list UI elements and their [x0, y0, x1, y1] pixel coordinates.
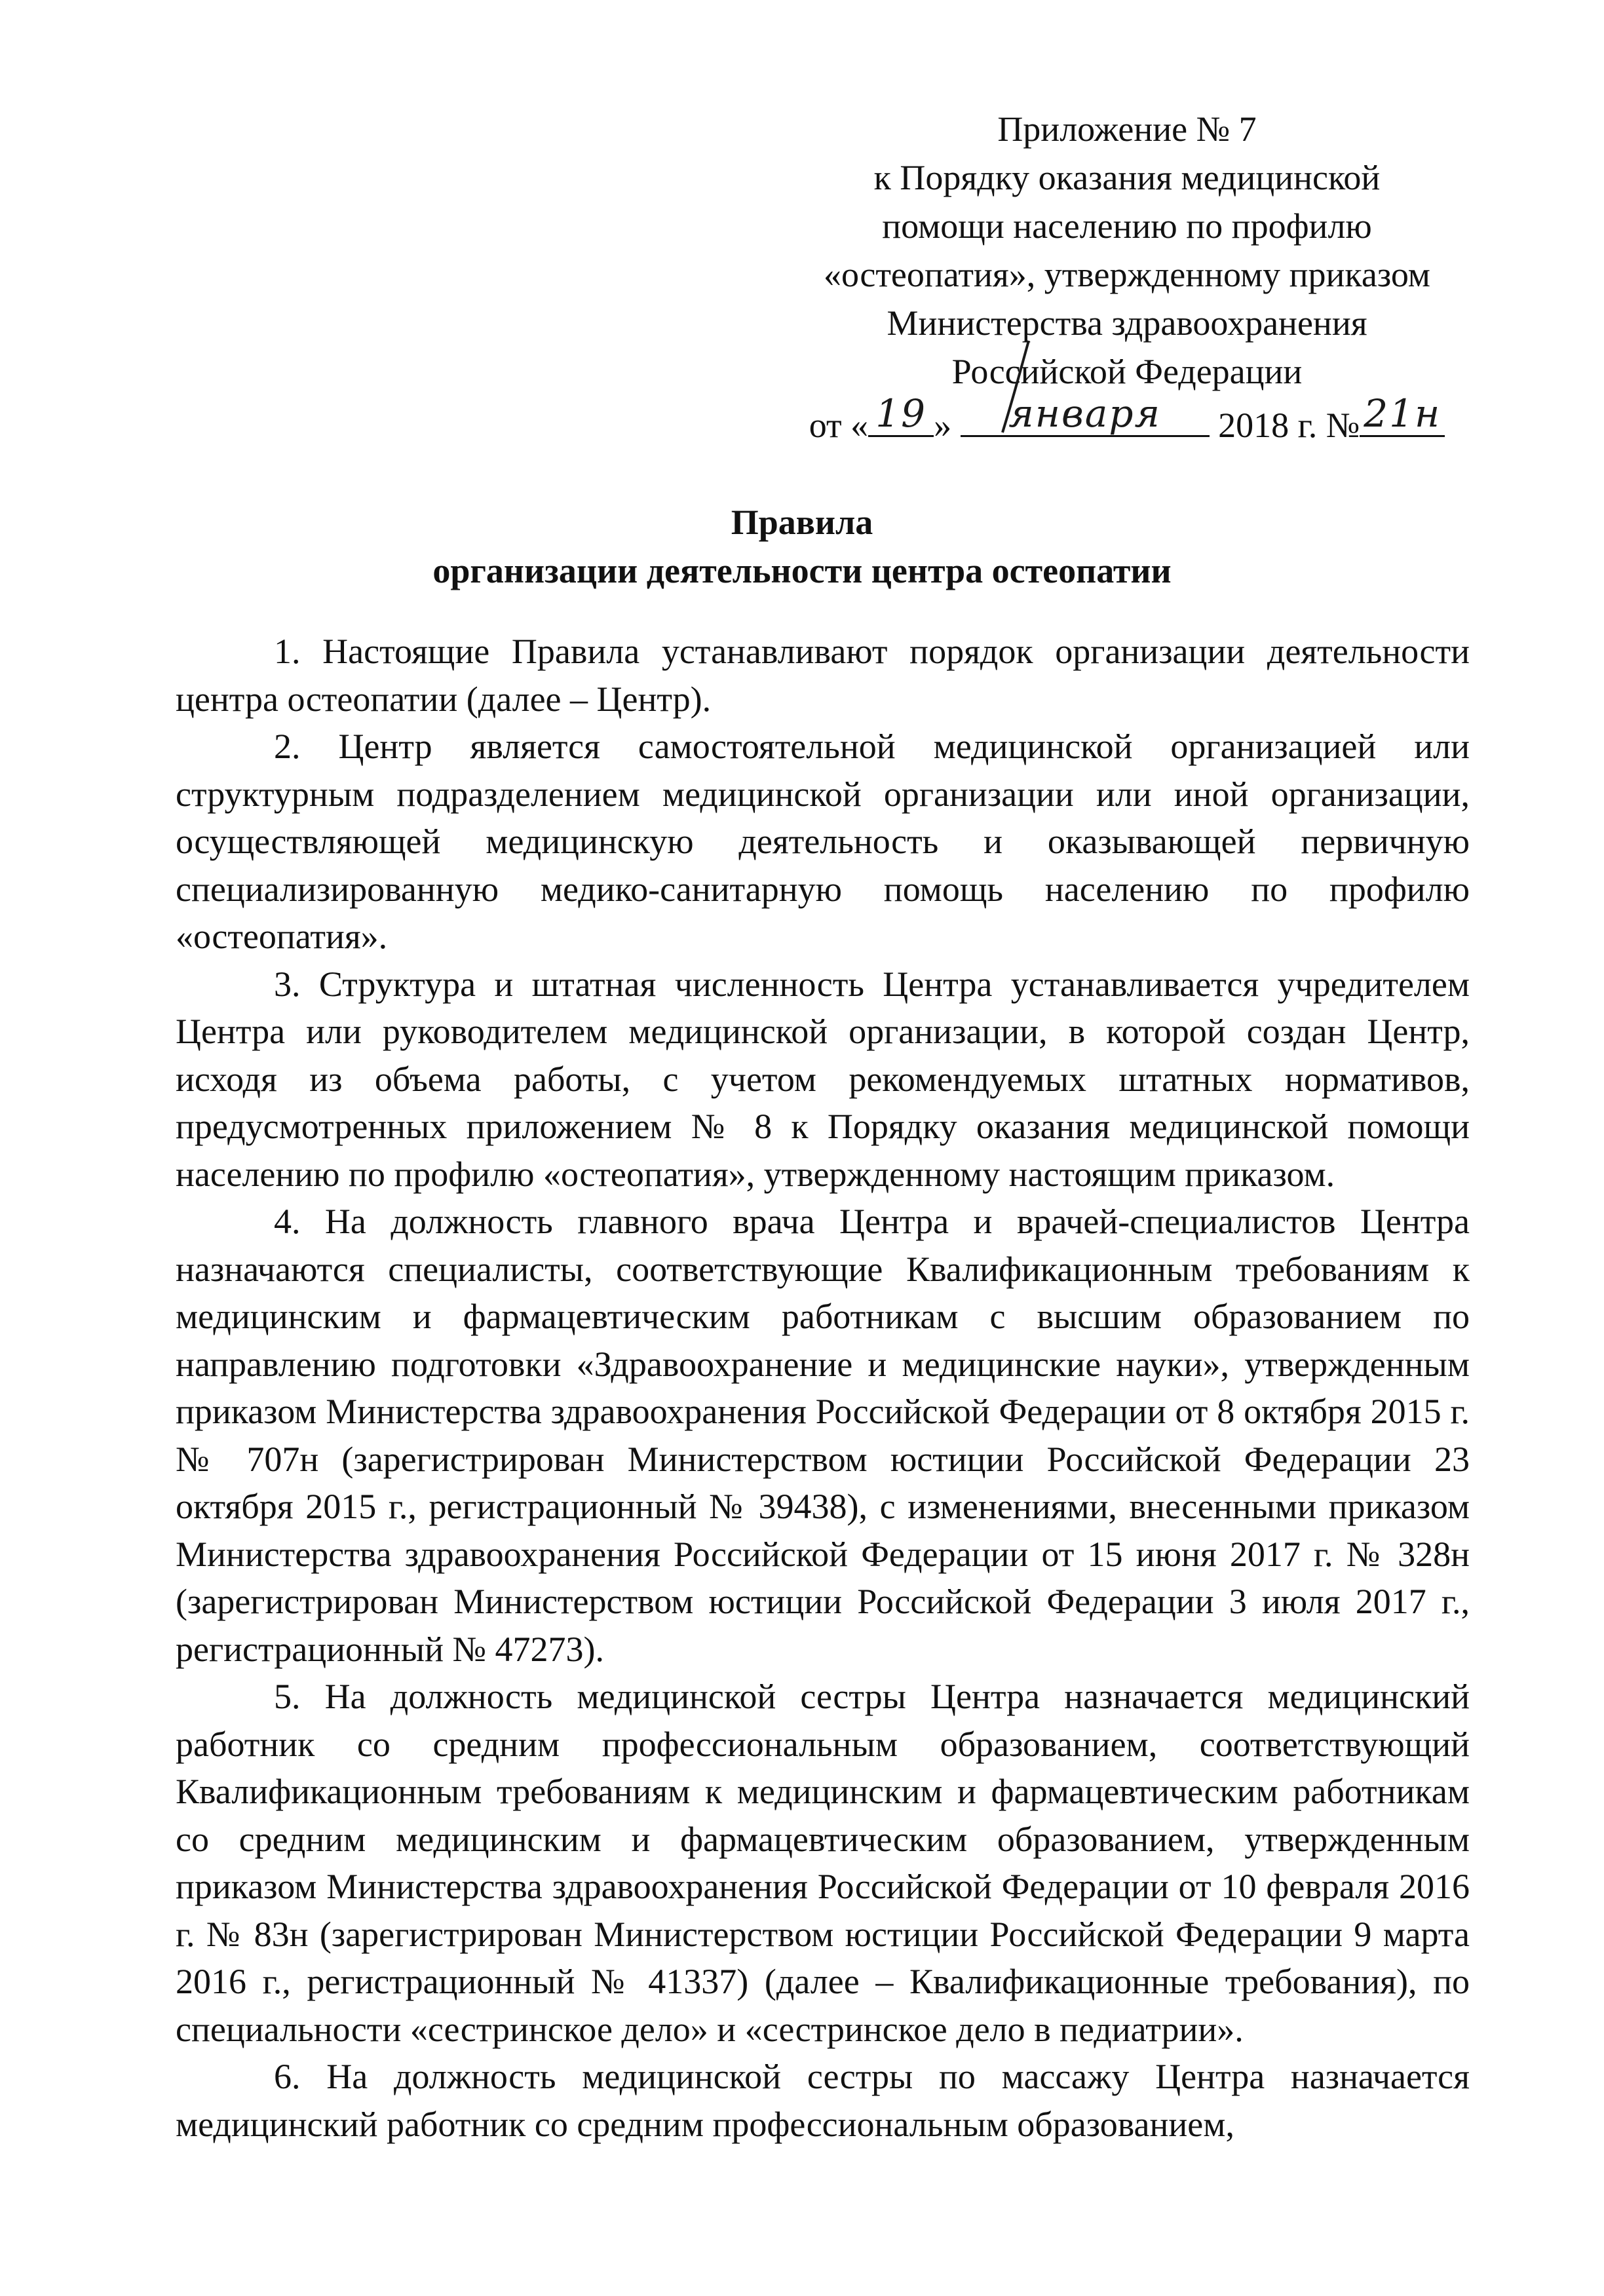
date-mid: »	[934, 406, 952, 445]
order-number-field	[1360, 391, 1445, 437]
paragraph: 6. На должность медицинской сестры по массажу Центра назначается медицинский работник со средним профессиональным образованием,	[176, 2057, 1470, 2144]
appendix-reference-line: Российской Федерации	[951, 352, 1303, 391]
paragraph: 4. На должность главного врача Центра и врачей-специалистов Центра назначаются специалисты, соответствующие Квалификационным требованиям к медицинским и фармацевтическим работникам с высшим образованием по направлению подготовки «Здравоохранение и медицинские науки», утвержденным приказом Министерства здравоохранения Российской Федерации от 8 октября 2015 г. № 707н (зарегистрирован Министерством юстиции Российской Федерации 23 октября 2015 г., регистрационный № 39438), с изменениями, внесенными приказом Министерства здравоохранения Российской Федерации от 15 июня 2017 г. № 328н (зарегистрирован Министерством юстиции Российской Федерации 3 июля 2017 г., регистрационный № 47273).	[176, 1202, 1470, 1669]
appendix-reference-line: к Порядку оказания медицинской	[873, 158, 1381, 197]
paragraph: 1. Настоящие Правила устанавливают порядок организации деятельности центра остеопатии (далее – Центр).	[176, 632, 1470, 719]
date-prefix: от «	[809, 406, 869, 445]
appendix-header	[773, 105, 1481, 450]
appendix-reference-line: помощи населению по профилю	[882, 206, 1372, 246]
paragraph: 5. На должность медицинской сестры Центра назначается медицинский работник со средним профессиональным образованием, соответствующий Квалификационным требованиям к медицинским и фармацевтическим работникам со средним медицинским и фармацевтическим образованием, утвержденным приказом Министерства здравоохранения Российской Федерации от 10 февраля 2016 г. № 83н (зарегистрирован Министерством юстиции Российской Федерации 9 марта 2016 г., регистрационный № 41337) (далее – Квалификационные требования), по специальности «сестринское дело» и «сестринское дело в педиатрии».	[176, 1677, 1470, 2049]
appendix-reference-line: «остеопатия», утвержденному приказом	[824, 255, 1430, 294]
order-date-line	[773, 391, 1481, 450]
appendix-reference-line: Министерства здравоохранения	[887, 303, 1367, 343]
date-month-field	[961, 391, 1210, 437]
paragraph: 3. Структура и штатная численность Центра устанавливается учредителем Центра или руководителем медицинской организации, в которой создан Центр, исходя из объема работы, с учетом рекомендуемых штатных нормативов, предусмотренных приложением № 8 к Порядку оказания медицинской помощи населению по профилю «остеопатия», утвержденному настоящим приказом.	[176, 964, 1470, 1194]
handwritten-month: января	[1008, 391, 1161, 436]
appendix-number: Приложение № 7	[997, 109, 1257, 149]
handwritten-day: 19	[875, 391, 927, 436]
document-title	[0, 498, 1604, 595]
title-line: Правила	[731, 503, 873, 542]
document-body	[176, 628, 1470, 2148]
paragraph: 2. Центр является самостоятельной медицинской организацией или структурным подразделением медицинской организации или иной организации, осуществляющей медицинскую деятельность и оказывающей первичную специализированную медико-санитарную помощь населению по профилю «остеопатия».	[176, 727, 1470, 956]
handwritten-order-number: 21н	[1364, 391, 1442, 436]
date-day-field	[868, 391, 934, 437]
title-subtitle: организации деятельности центра остеопатии	[432, 551, 1172, 590]
date-year: 2018 г. №	[1218, 406, 1360, 445]
